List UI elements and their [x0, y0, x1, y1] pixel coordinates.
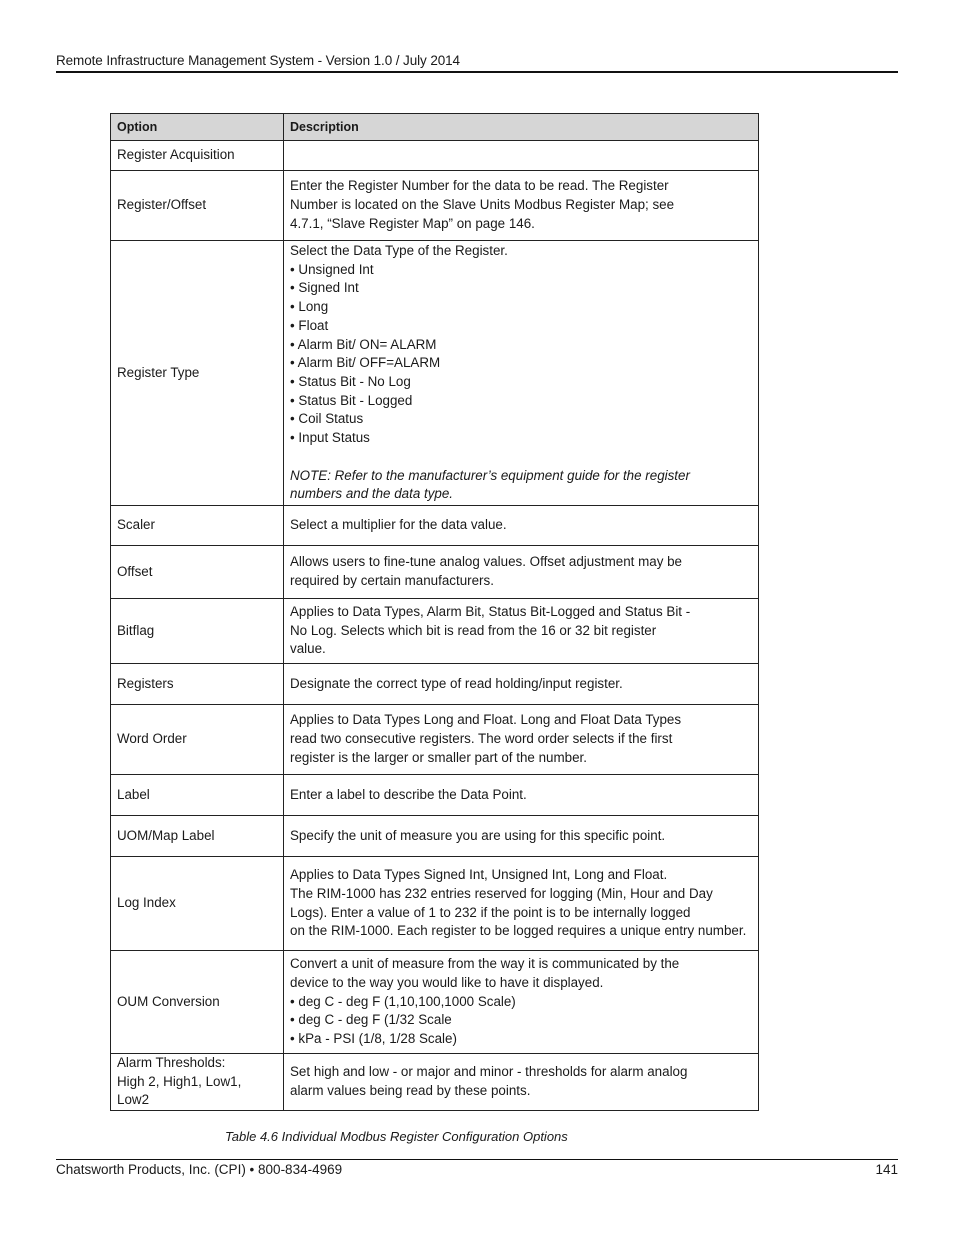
bullet-item: • Alarm Bit/ OFF=ALARM: [290, 355, 441, 371]
description-cell: [284, 664, 759, 705]
description-line: required by certain manufacturers.: [290, 573, 494, 588]
option-text: Alarm Thresholds:: [117, 1055, 226, 1070]
description-line: Logs). Enter a value of 1 to 232 if the point is to be internally logged: [290, 904, 691, 920]
description-line: • deg C - deg F (1/32 Scale: [290, 1012, 452, 1028]
header-rule: [56, 71, 898, 73]
bullet-item: • Alarm Bit/ ON= ALARM: [290, 336, 437, 352]
option-text: Label: [117, 786, 150, 802]
table-row: [111, 775, 759, 816]
bullet-item: • Coil Status: [290, 411, 364, 427]
description-line: 4.7.1, “Slave Register Map” on page 146.: [290, 215, 535, 231]
table-row: [111, 141, 759, 171]
description-line: Select the Data Type of the Register.: [290, 243, 508, 259]
option-text: OUM Conversion: [117, 993, 220, 1009]
description-line: device to the way you would like to have it displayed.: [290, 974, 604, 990]
description-line: Applies to Data Types Signed Int, Unsigned Int, Long and Float.: [290, 867, 668, 883]
bullet-item: • Long: [290, 299, 329, 315]
description-cell: [284, 775, 759, 816]
option-cell: [111, 857, 284, 951]
table-row: [111, 857, 759, 951]
description-cell: [284, 816, 759, 857]
option-cell: [111, 241, 284, 506]
column-header-description: Description: [284, 114, 759, 141]
description-line: register is the larger or smaller part of the number.: [290, 749, 587, 765]
option-cell: [111, 141, 284, 171]
table-row: [111, 171, 759, 241]
table-header-row: [111, 114, 759, 141]
table-row: [111, 506, 759, 546]
description-line: Applies to Data Types Long and Float. Long and Float Data Types: [290, 712, 682, 728]
note-line: NOTE: Refer to the manufacturer’s equipment guide for the register: [290, 467, 690, 483]
table-row: [111, 705, 759, 775]
option-text: Bitflag: [117, 622, 155, 638]
footer-company: Chatsworth Products, Inc. (CPI) • 800-834-4969: [56, 1162, 343, 1177]
option-text: Register/Offset: [117, 197, 207, 213]
table-row: [111, 1054, 759, 1111]
description-cell: [284, 546, 759, 599]
option-text: Register Type: [117, 364, 200, 380]
description-cell: [284, 141, 759, 171]
description-cell: [284, 241, 759, 506]
option-text: Offset: [117, 563, 153, 579]
option-cell: [111, 951, 284, 1054]
table-caption: Table 4.6 Individual Modbus Register Configuration Options: [225, 1129, 568, 1144]
description-line: Enter the Register Number for the data to be read. The Register: [290, 178, 669, 194]
table-row: [111, 664, 759, 705]
option-cell: [111, 664, 284, 705]
description-line: Designate the correct type of read holding/input register.: [290, 675, 623, 691]
footer-rule: [56, 1159, 898, 1160]
option-text: Log Index: [117, 895, 176, 911]
bullet-item: • Signed Int: [290, 280, 359, 296]
description-line: No Log. Selects which bit is read from the 16 or 32 bit register: [290, 622, 657, 638]
description-line: The RIM-1000 has 232 entries reserved for logging (Min, Hour and Day: [290, 885, 713, 901]
table-row: [111, 816, 759, 857]
column-header-option: Option: [111, 114, 284, 141]
option-cell: [111, 775, 284, 816]
description-line: Specify the unit of measure you are using for this specific point.: [290, 827, 666, 843]
description-cell: [284, 1054, 759, 1111]
description-cell: [284, 857, 759, 951]
option-cell: [111, 705, 284, 775]
description-cell: [284, 599, 759, 664]
description-cell: [284, 705, 759, 775]
option-cell: [111, 171, 284, 241]
table-row: [111, 951, 759, 1054]
description-line: on the RIM-1000. Each register to be logged requires a unique entry number.: [290, 923, 747, 939]
description-line: Allows users to fine-tune analog values. Offset adjustment may be: [290, 554, 683, 570]
description-cell: [284, 506, 759, 546]
description-cell: [284, 951, 759, 1054]
bullet-item: • Unsigned Int: [290, 261, 374, 277]
table-row: [111, 599, 759, 664]
bullet-item: • Status Bit - No Log: [290, 374, 411, 389]
options-table: [110, 113, 759, 1111]
page-number: 141: [875, 1162, 898, 1177]
bullet-item: • Status Bit - Logged: [290, 392, 413, 408]
description-line: Number is located on the Slave Units Modbus Register Map; see: [290, 197, 675, 213]
option-text: UOM/Map Label: [117, 827, 215, 843]
option-text: Scaler: [117, 517, 155, 533]
option-cell: [111, 816, 284, 857]
option-cell: [111, 599, 284, 664]
page-header: Remote Infrastructure Management System - Version 1.0 / July 2014: [56, 53, 460, 68]
description-line: • kPa - PSI (1/8, 1/28 Scale): [290, 1031, 457, 1047]
option-cell: [111, 506, 284, 546]
description-cell: [284, 171, 759, 241]
description-line: Select a multiplier for the data value.: [290, 517, 507, 533]
description-line: Enter a label to describe the Data Point.: [290, 786, 527, 802]
description-line: read two consecutive registers. The word order selects if the first: [290, 731, 673, 747]
table-row: [111, 241, 759, 506]
description-line: Convert a unit of measure from the way it is communicated by the: [290, 956, 680, 972]
option-text: Registers: [117, 675, 174, 691]
option-text: Word Order: [117, 731, 187, 747]
option-text: High 2, High1, Low1, Low2: [117, 1073, 242, 1108]
description-line: Applies to Data Types, Alarm Bit, Status Bit-Logged and Status Bit -: [290, 603, 691, 619]
description-line: value.: [290, 641, 326, 657]
option-text: Register Acquisition: [117, 147, 235, 163]
description-line: alarm values being read by these points.: [290, 1083, 531, 1099]
option-cell: [111, 546, 284, 599]
description-line: • deg C - deg F (1,10,100,1000 Scale): [290, 993, 516, 1009]
note-line: numbers and the data type.: [290, 486, 454, 502]
table-row: [111, 546, 759, 599]
description-line: Set high and low - or major and minor - thresholds for alarm analog: [290, 1064, 688, 1080]
option-cell: [111, 1054, 284, 1111]
bullet-item: • Float: [290, 317, 329, 333]
spacer: [290, 448, 752, 467]
bullet-item: • Input Status: [290, 430, 370, 446]
